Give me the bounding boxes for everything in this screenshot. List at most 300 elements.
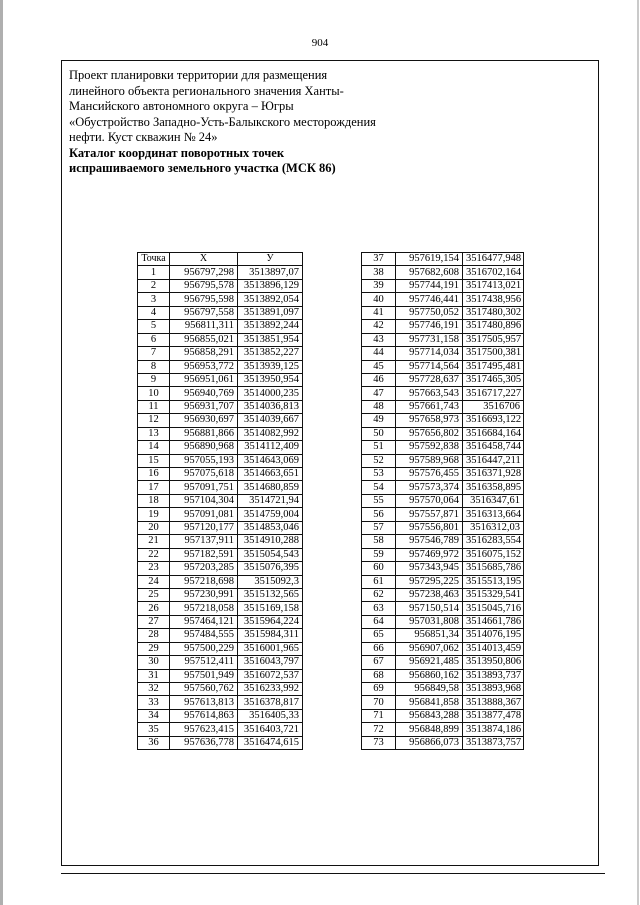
point-number-cell: 44 [362, 347, 396, 360]
x-coordinate-cell: 956841,858 [396, 696, 463, 709]
y-coordinate-cell: 3513852,227 [238, 347, 303, 360]
y-coordinate-cell: 3516405,33 [238, 709, 303, 722]
frame-bottom-rule [61, 873, 605, 874]
y-coordinate-cell: 3513891,097 [238, 306, 303, 319]
table-row [362, 427, 524, 440]
table-row [138, 629, 303, 642]
point-number-cell: 36 [138, 736, 170, 749]
x-coordinate-cell: 957636,778 [170, 736, 238, 749]
table-row [138, 441, 303, 454]
heading-line: нефти. Куст скважин № 24» [69, 130, 218, 144]
y-coordinate-cell: 3516072,537 [238, 669, 303, 682]
header-point: Точка [138, 253, 170, 266]
point-number-cell: 4 [138, 306, 170, 319]
point-number-cell: 54 [362, 481, 396, 494]
point-number-cell: 42 [362, 320, 396, 333]
y-coordinate-cell: 3516312,03 [463, 521, 524, 534]
heading-line: Мансийского автономного округа – Югры [69, 99, 294, 113]
point-number-cell: 20 [138, 521, 170, 534]
x-coordinate-cell: 957556,801 [396, 521, 463, 534]
y-coordinate-cell: 3514721,94 [238, 494, 303, 507]
y-coordinate-cell: 3516378,817 [238, 696, 303, 709]
x-coordinate-cell: 956797,558 [170, 306, 238, 319]
y-coordinate-cell: 3515513,195 [463, 575, 524, 588]
x-coordinate-cell: 957137,911 [170, 535, 238, 548]
table-row [362, 535, 524, 548]
y-coordinate-cell: 3515984,311 [238, 629, 303, 642]
y-coordinate-cell: 3517480,302 [463, 306, 524, 319]
x-coordinate-cell: 957623,415 [170, 723, 238, 736]
point-number-cell: 15 [138, 454, 170, 467]
y-coordinate-cell: 3515169,158 [238, 602, 303, 615]
y-coordinate-cell: 3516358,895 [463, 481, 524, 494]
y-coordinate-cell: 3516001,965 [238, 642, 303, 655]
x-coordinate-cell: 957682,608 [396, 266, 463, 279]
y-coordinate-cell: 3513892,054 [238, 293, 303, 306]
table-row [138, 548, 303, 561]
y-coordinate-cell: 3516043,797 [238, 656, 303, 669]
point-number-cell: 73 [362, 736, 396, 749]
point-number-cell: 62 [362, 588, 396, 601]
table-row [138, 656, 303, 669]
table-row [138, 521, 303, 534]
table-row [138, 575, 303, 588]
table-row [138, 642, 303, 655]
y-coordinate-cell: 3515685,786 [463, 562, 524, 575]
point-number-cell: 63 [362, 602, 396, 615]
y-coordinate-cell: 3513877,478 [463, 709, 524, 722]
document-heading [69, 68, 409, 177]
scan-edge-right [637, 0, 639, 905]
y-coordinate-cell: 3515054,543 [238, 548, 303, 561]
point-number-cell: 45 [362, 360, 396, 373]
x-coordinate-cell: 957150,514 [396, 602, 463, 615]
y-coordinate-cell: 3514910,288 [238, 535, 303, 548]
point-number-cell: 18 [138, 494, 170, 507]
y-coordinate-cell: 3516474,615 [238, 736, 303, 749]
table-row [362, 373, 524, 386]
table-row [138, 669, 303, 682]
table-row [138, 709, 303, 722]
x-coordinate-cell: 956843,288 [396, 709, 463, 722]
point-number-cell: 8 [138, 360, 170, 373]
table-row [362, 360, 524, 373]
x-coordinate-cell: 956930,697 [170, 414, 238, 427]
point-number-cell: 48 [362, 400, 396, 413]
table-row [138, 306, 303, 319]
y-coordinate-cell: 3514663,651 [238, 468, 303, 481]
y-coordinate-cell: 3516371,928 [463, 468, 524, 481]
y-coordinate-cell: 3516693,122 [463, 414, 524, 427]
y-coordinate-cell: 3513897,07 [238, 266, 303, 279]
point-number-cell: 27 [138, 615, 170, 628]
x-coordinate-cell: 956881,866 [170, 427, 238, 440]
x-coordinate-cell: 956907,062 [396, 642, 463, 655]
x-coordinate-cell: 957614,863 [170, 709, 238, 722]
coordinates-table-right [361, 252, 524, 750]
table-row [362, 642, 524, 655]
x-coordinate-cell: 957091,081 [170, 508, 238, 521]
y-coordinate-cell: 3517480,896 [463, 320, 524, 333]
table-row [362, 347, 524, 360]
y-coordinate-cell: 3514853,046 [238, 521, 303, 534]
x-coordinate-cell: 957075,618 [170, 468, 238, 481]
x-coordinate-cell: 957576,455 [396, 468, 463, 481]
point-number-cell: 71 [362, 709, 396, 722]
x-coordinate-cell: 957744,191 [396, 279, 463, 292]
y-coordinate-cell: 3517495,481 [463, 360, 524, 373]
point-number-cell: 41 [362, 306, 396, 319]
x-coordinate-cell: 957203,285 [170, 562, 238, 575]
y-coordinate-cell: 3516403,721 [238, 723, 303, 736]
point-number-cell: 68 [362, 669, 396, 682]
table-row [138, 279, 303, 292]
point-number-cell: 43 [362, 333, 396, 346]
table-row [362, 629, 524, 642]
y-coordinate-cell: 3513950,806 [463, 656, 524, 669]
point-number-cell: 66 [362, 642, 396, 655]
table-row [138, 481, 303, 494]
x-coordinate-cell: 956795,578 [170, 279, 238, 292]
x-coordinate-cell: 957182,591 [170, 548, 238, 561]
point-number-cell: 28 [138, 629, 170, 642]
point-number-cell: 49 [362, 414, 396, 427]
x-coordinate-cell: 956890,968 [170, 441, 238, 454]
y-coordinate-cell: 3516313,664 [463, 508, 524, 521]
y-coordinate-cell: 3517413,021 [463, 279, 524, 292]
x-coordinate-cell: 957230,991 [170, 588, 238, 601]
catalog-title-line: Каталог координат поворотных точек [69, 145, 285, 160]
table-row [362, 548, 524, 561]
point-number-cell: 10 [138, 387, 170, 400]
coordinates-table-right-body [362, 253, 524, 750]
x-coordinate-cell: 957613,813 [170, 696, 238, 709]
y-coordinate-cell: 3514643,069 [238, 454, 303, 467]
point-number-cell: 38 [362, 266, 396, 279]
x-coordinate-cell: 957484,555 [170, 629, 238, 642]
y-coordinate-cell: 3517505,957 [463, 333, 524, 346]
point-number-cell: 2 [138, 279, 170, 292]
x-coordinate-cell: 957501,949 [170, 669, 238, 682]
point-number-cell: 23 [138, 562, 170, 575]
y-coordinate-cell: 3516717,227 [463, 387, 524, 400]
y-coordinate-cell: 3516706 [463, 400, 524, 413]
table-row [362, 656, 524, 669]
header-y: У [238, 253, 303, 266]
table-row [138, 494, 303, 507]
table-row [362, 266, 524, 279]
table-row [362, 521, 524, 534]
table-row [362, 723, 524, 736]
x-coordinate-cell: 957546,789 [396, 535, 463, 548]
point-number-cell: 59 [362, 548, 396, 561]
x-coordinate-cell: 956851,34 [396, 629, 463, 642]
y-coordinate-cell: 3515964,224 [238, 615, 303, 628]
y-coordinate-cell: 3516477,948 [463, 253, 524, 266]
y-coordinate-cell: 3514112,409 [238, 441, 303, 454]
point-number-cell: 30 [138, 656, 170, 669]
y-coordinate-cell: 3517500,381 [463, 347, 524, 360]
point-number-cell: 6 [138, 333, 170, 346]
y-coordinate-cell: 3514039,667 [238, 414, 303, 427]
y-coordinate-cell: 3516347,61 [463, 494, 524, 507]
heading-line: «Обустройство Западно-Усть-Балыкского месторождения [69, 114, 376, 129]
point-number-cell: 33 [138, 696, 170, 709]
x-coordinate-cell: 957663,543 [396, 387, 463, 400]
x-coordinate-cell: 957560,762 [170, 683, 238, 696]
table-row [362, 454, 524, 467]
table-row [362, 508, 524, 521]
point-number-cell: 14 [138, 441, 170, 454]
y-coordinate-cell: 3513939,125 [238, 360, 303, 373]
catalog-title-line: испрашиваемого земельного участка (МСК 86) [69, 161, 336, 175]
table-row [362, 709, 524, 722]
table-row [138, 696, 303, 709]
point-number-cell: 46 [362, 373, 396, 386]
point-number-cell: 72 [362, 723, 396, 736]
table-row [362, 736, 524, 749]
point-number-cell: 53 [362, 468, 396, 481]
y-coordinate-cell: 3516447,211 [463, 454, 524, 467]
y-coordinate-cell: 3513893,968 [463, 683, 524, 696]
point-number-cell: 7 [138, 347, 170, 360]
point-number-cell: 29 [138, 642, 170, 655]
point-number-cell: 35 [138, 723, 170, 736]
point-number-cell: 52 [362, 454, 396, 467]
y-coordinate-cell: 3515076,395 [238, 562, 303, 575]
y-coordinate-cell: 3514680,859 [238, 481, 303, 494]
point-number-cell: 22 [138, 548, 170, 561]
y-coordinate-cell: 3515329,541 [463, 588, 524, 601]
y-coordinate-cell: 3513873,757 [463, 736, 524, 749]
heading-line: Проект планировки территории для размещения [69, 68, 328, 82]
table-row [138, 266, 303, 279]
x-coordinate-cell: 957469,972 [396, 548, 463, 561]
y-coordinate-cell: 3517465,305 [463, 373, 524, 386]
x-coordinate-cell: 957589,968 [396, 454, 463, 467]
x-coordinate-cell: 956940,769 [170, 387, 238, 400]
point-number-cell: 17 [138, 481, 170, 494]
point-number-cell: 40 [362, 293, 396, 306]
y-coordinate-cell: 3517438,956 [463, 293, 524, 306]
table-row [138, 508, 303, 521]
heading-line: линейного объекта регионального значения Ханты- [69, 83, 344, 98]
point-number-cell: 16 [138, 468, 170, 481]
x-coordinate-cell: 956953,772 [170, 360, 238, 373]
x-coordinate-cell: 957464,121 [170, 615, 238, 628]
x-coordinate-cell: 957573,374 [396, 481, 463, 494]
table-row [362, 400, 524, 413]
table-row [362, 562, 524, 575]
table-row [362, 441, 524, 454]
y-coordinate-cell: 3514759,004 [238, 508, 303, 521]
point-number-cell: 60 [362, 562, 396, 575]
y-coordinate-cell: 3516075,152 [463, 548, 524, 561]
x-coordinate-cell: 957592,838 [396, 441, 463, 454]
x-coordinate-cell: 957661,743 [396, 400, 463, 413]
table-row [138, 723, 303, 736]
table-row [362, 615, 524, 628]
point-number-cell: 69 [362, 683, 396, 696]
x-coordinate-cell: 956855,021 [170, 333, 238, 346]
y-coordinate-cell: 3513851,954 [238, 333, 303, 346]
x-coordinate-cell: 956795,598 [170, 293, 238, 306]
point-number-cell: 1 [138, 266, 170, 279]
table-row [362, 333, 524, 346]
table-row [138, 454, 303, 467]
table-row [138, 602, 303, 615]
point-number-cell: 34 [138, 709, 170, 722]
point-number-cell: 12 [138, 414, 170, 427]
y-coordinate-cell: 3514661,786 [463, 615, 524, 628]
point-number-cell: 55 [362, 494, 396, 507]
table-row [362, 494, 524, 507]
table-row [138, 562, 303, 575]
y-coordinate-cell: 3513892,244 [238, 320, 303, 333]
point-number-cell: 13 [138, 427, 170, 440]
table-row [362, 253, 524, 266]
x-coordinate-cell: 957343,945 [396, 562, 463, 575]
y-coordinate-cell: 3516233,992 [238, 683, 303, 696]
x-coordinate-cell: 957295,225 [396, 575, 463, 588]
table-row [138, 427, 303, 440]
x-coordinate-cell: 956848,899 [396, 723, 463, 736]
table-header-row [138, 253, 303, 266]
table-row [138, 683, 303, 696]
y-coordinate-cell: 3514076,195 [463, 629, 524, 642]
table-row [362, 481, 524, 494]
table-row [138, 360, 303, 373]
x-coordinate-cell: 957750,052 [396, 306, 463, 319]
x-coordinate-cell: 957714,034 [396, 347, 463, 360]
point-number-cell: 24 [138, 575, 170, 588]
table-row [138, 387, 303, 400]
point-number-cell: 5 [138, 320, 170, 333]
table-row [362, 683, 524, 696]
point-number-cell: 37 [362, 253, 396, 266]
x-coordinate-cell: 956931,707 [170, 400, 238, 413]
x-coordinate-cell: 957570,064 [396, 494, 463, 507]
table-row [362, 320, 524, 333]
x-coordinate-cell: 957218,698 [170, 575, 238, 588]
point-number-cell: 56 [362, 508, 396, 521]
point-number-cell: 39 [362, 279, 396, 292]
y-coordinate-cell: 3513888,367 [463, 696, 524, 709]
table-row [362, 306, 524, 319]
y-coordinate-cell: 3515132,565 [238, 588, 303, 601]
point-number-cell: 50 [362, 427, 396, 440]
x-coordinate-cell: 957091,751 [170, 481, 238, 494]
y-coordinate-cell: 3515045,716 [463, 602, 524, 615]
y-coordinate-cell: 3513950,954 [238, 373, 303, 386]
point-number-cell: 32 [138, 683, 170, 696]
x-coordinate-cell: 957656,802 [396, 427, 463, 440]
point-number-cell: 57 [362, 521, 396, 534]
x-coordinate-cell: 957500,229 [170, 642, 238, 655]
y-coordinate-cell: 3513874,186 [463, 723, 524, 736]
table-row [362, 602, 524, 615]
coordinates-table-left [137, 252, 303, 750]
y-coordinate-cell: 3513896,129 [238, 279, 303, 292]
x-coordinate-cell: 957055,193 [170, 454, 238, 467]
x-coordinate-cell: 956866,073 [396, 736, 463, 749]
point-number-cell: 51 [362, 441, 396, 454]
x-coordinate-cell: 956858,291 [170, 347, 238, 360]
table-row [138, 588, 303, 601]
point-number-cell: 67 [362, 656, 396, 669]
x-coordinate-cell: 957731,158 [396, 333, 463, 346]
x-coordinate-cell: 957512,411 [170, 656, 238, 669]
table-row [138, 400, 303, 413]
point-number-cell: 31 [138, 669, 170, 682]
header-x: X [170, 253, 238, 266]
table-row [138, 347, 303, 360]
y-coordinate-cell: 3514013,459 [463, 642, 524, 655]
point-number-cell: 70 [362, 696, 396, 709]
y-coordinate-cell: 3516702,164 [463, 266, 524, 279]
y-coordinate-cell: 3514000,235 [238, 387, 303, 400]
y-coordinate-cell: 3515092,3 [238, 575, 303, 588]
x-coordinate-cell: 957557,871 [396, 508, 463, 521]
y-coordinate-cell: 3514082,992 [238, 427, 303, 440]
table-row [362, 588, 524, 601]
table-row [138, 535, 303, 548]
y-coordinate-cell: 3516458,744 [463, 441, 524, 454]
table-row [362, 696, 524, 709]
x-coordinate-cell: 957746,191 [396, 320, 463, 333]
x-coordinate-cell: 957728,637 [396, 373, 463, 386]
point-number-cell: 21 [138, 535, 170, 548]
point-number-cell: 26 [138, 602, 170, 615]
x-coordinate-cell: 957746,441 [396, 293, 463, 306]
table-row [362, 468, 524, 481]
x-coordinate-cell: 956951,061 [170, 373, 238, 386]
point-number-cell: 47 [362, 387, 396, 400]
x-coordinate-cell: 957120,177 [170, 521, 238, 534]
table-row [362, 414, 524, 427]
table-row [138, 736, 303, 749]
point-number-cell: 64 [362, 615, 396, 628]
point-number-cell: 65 [362, 629, 396, 642]
x-coordinate-cell: 957619,154 [396, 253, 463, 266]
table-row [362, 279, 524, 292]
page-number: 904 [311, 37, 329, 49]
table-row [138, 468, 303, 481]
y-coordinate-cell: 3513893,737 [463, 669, 524, 682]
x-coordinate-cell: 957714,564 [396, 360, 463, 373]
point-number-cell: 61 [362, 575, 396, 588]
point-number-cell: 11 [138, 400, 170, 413]
point-number-cell: 25 [138, 588, 170, 601]
x-coordinate-cell: 956797,298 [170, 266, 238, 279]
x-coordinate-cell: 956849,58 [396, 683, 463, 696]
x-coordinate-cell: 957658,973 [396, 414, 463, 427]
table-row [362, 575, 524, 588]
y-coordinate-cell: 3516283,554 [463, 535, 524, 548]
x-coordinate-cell: 957104,304 [170, 494, 238, 507]
x-coordinate-cell: 957238,463 [396, 588, 463, 601]
scan-edge-left [0, 0, 3, 905]
table-row [138, 414, 303, 427]
y-coordinate-cell: 3516684,164 [463, 427, 524, 440]
x-coordinate-cell: 956921,485 [396, 656, 463, 669]
x-coordinate-cell: 956811,311 [170, 320, 238, 333]
table-row [362, 293, 524, 306]
table-row [138, 293, 303, 306]
coordinates-table-left-body [138, 266, 303, 750]
table-row [138, 373, 303, 386]
x-coordinate-cell: 956860,162 [396, 669, 463, 682]
